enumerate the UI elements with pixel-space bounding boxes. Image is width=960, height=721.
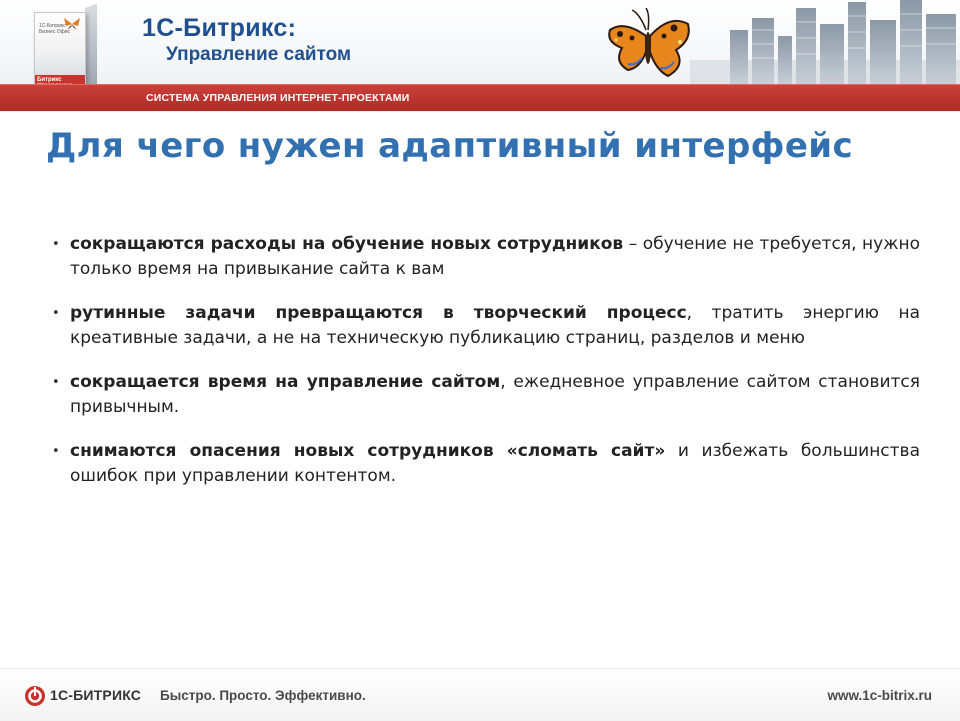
footer-logo-text: 1С-БИТРИКС bbox=[50, 687, 142, 703]
bullet-item bbox=[50, 232, 920, 282]
footer-url-link[interactable]: www.1c-bitrix.ru bbox=[827, 688, 932, 703]
butterfly-small-icon bbox=[63, 17, 81, 31]
box-top-text: 1С-Битрикс Бизнес Офис bbox=[39, 23, 71, 35]
brand-title: 1С-Битрикс: bbox=[142, 14, 297, 42]
box-side bbox=[85, 4, 97, 94]
bullet-dot-icon: • bbox=[52, 444, 60, 459]
slide-footer bbox=[0, 668, 960, 721]
bullet-text: , ежедневное управление сайтом становится привычным. bbox=[70, 372, 921, 417]
box-label: Битрикс bbox=[37, 77, 62, 83]
bullet-bold-text: сокращаются расходы на обучение новых сотрудников bbox=[70, 234, 624, 254]
bullet-bold-text: сокращается время на управление сайтом bbox=[70, 372, 501, 392]
slide-title: Для чего нужен адаптивный интерфейс bbox=[46, 126, 854, 166]
city-skyline-image bbox=[690, 0, 960, 86]
slide-header bbox=[0, 0, 960, 112]
bullet-list bbox=[50, 232, 920, 508]
bullet-item bbox=[50, 301, 920, 351]
bullet-text: – обучение не требуется, нужно только время на привыкание сайта к вам bbox=[70, 234, 920, 279]
butterfly-icon bbox=[606, 8, 692, 84]
bullet-dot-icon: • bbox=[52, 306, 60, 321]
bitrix-logo-icon bbox=[24, 685, 46, 707]
brand-subtitle: Управление сайтом bbox=[166, 44, 352, 65]
header-band-text: СИСТЕМА УПРАВЛЕНИЯ ИНТЕРНЕТ-ПРОЕКТАМИ bbox=[146, 92, 410, 104]
bullet-dot-icon: • bbox=[52, 237, 60, 252]
bullet-item bbox=[50, 370, 920, 420]
bullet-bold-text: снимаются опасения новых сотрудников «сломать сайт» bbox=[70, 441, 666, 461]
bullet-item bbox=[50, 439, 920, 489]
footer-slogan: Быстро. Просто. Эффективно. bbox=[160, 688, 366, 703]
bullet-text: и избежать большинства ошибок при управлении контентом. bbox=[70, 441, 920, 486]
bullet-bold-text: рутинные задачи превращаются в творческий процесс bbox=[70, 303, 687, 323]
header-band bbox=[0, 84, 960, 111]
bullet-dot-icon: • bbox=[52, 375, 60, 390]
bullet-text: , тратить энергию на креативные задачи, а не на техническую публикацию страниц, разделов и меню bbox=[70, 303, 920, 348]
